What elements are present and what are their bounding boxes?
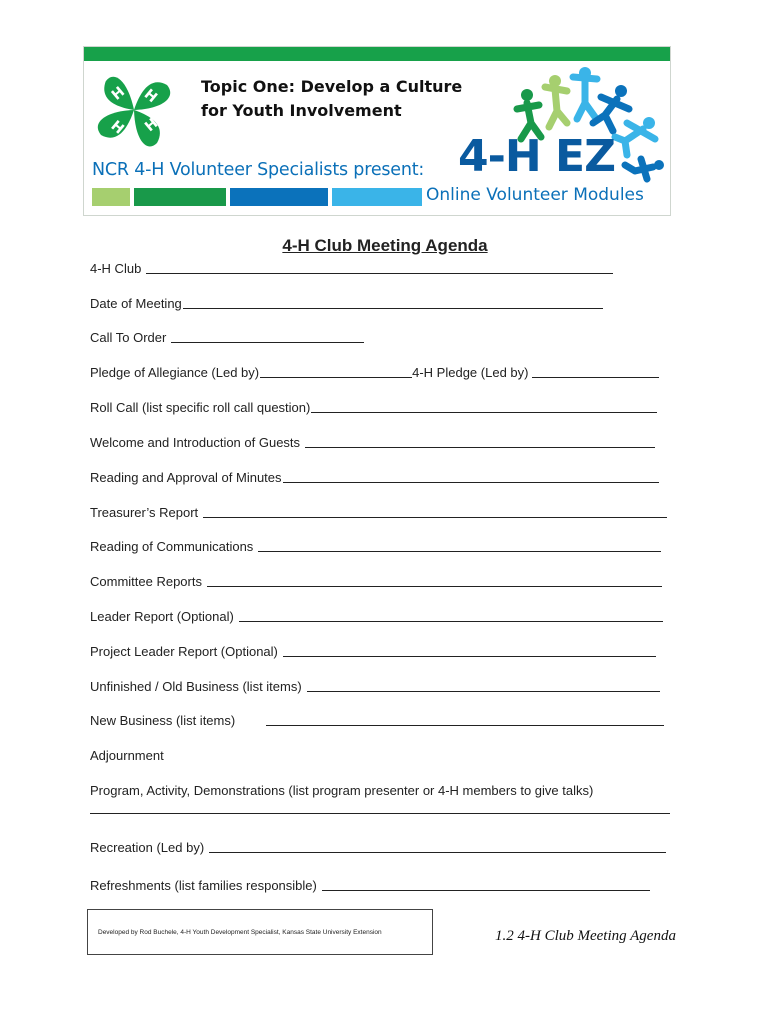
field-committee-line[interactable] <box>207 586 662 587</box>
field-pledge-4h-line[interactable] <box>532 377 659 378</box>
color-bar-strip <box>92 188 428 206</box>
field-program-label: Program, Activity, Demonstrations (list program presenter or 4-H members to give talks) <box>90 783 594 798</box>
field-club-line[interactable] <box>146 273 613 274</box>
color-bar-1 <box>92 188 130 206</box>
field-recreation <box>90 838 666 855</box>
field-treasurer-label: Treasurer’s Report <box>90 505 199 520</box>
field-treasurer-line[interactable] <box>203 517 667 518</box>
field-minutes <box>90 468 659 485</box>
field-date-label: Date of Meeting <box>90 296 182 311</box>
field-project-leader-label: Project Leader Report (Optional) <box>90 644 278 659</box>
field-unfinished <box>90 677 660 694</box>
header-banner <box>83 46 671 216</box>
svg-text:H: H <box>142 115 162 136</box>
field-refreshments-label: Refreshments (list families responsible) <box>90 878 317 893</box>
svg-text:H: H <box>107 117 127 138</box>
form-title: 4-H Club Meeting Agenda <box>282 236 488 255</box>
field-club-label: 4-H Club <box>90 261 142 276</box>
field-new-business-line[interactable] <box>266 725 664 726</box>
color-bar-2 <box>134 188 226 206</box>
field-pledge-allegiance-label: Pledge of Allegiance (Led by) <box>90 365 260 380</box>
field-leader-line[interactable] <box>239 621 663 622</box>
field-committee-label: Committee Reports <box>90 574 202 589</box>
topic-heading <box>201 75 462 123</box>
topic-line-1: Topic One: Develop a Culture <box>201 77 463 96</box>
field-recreation-label: Recreation (Led by) <box>90 840 205 855</box>
field-project-leader <box>90 642 656 659</box>
color-bar-3 <box>230 188 328 206</box>
presenter-line: NCR 4-H Volunteer Specialists present: <box>92 160 425 180</box>
credit-text: Developed by Rod Buchele, 4-H Youth Development Specialist, Kansas State University Extension <box>98 929 382 936</box>
field-unfinished-line[interactable] <box>307 691 660 692</box>
field-minutes-label: Reading and Approval of Minutes <box>90 470 282 485</box>
field-new-business-label: New Business (list items) <box>90 713 236 728</box>
field-communications <box>90 537 661 554</box>
banner-top-bar <box>84 47 670 61</box>
field-call-to-order-line[interactable] <box>171 342 364 343</box>
field-program-line[interactable] <box>90 813 670 814</box>
field-leader-label: Leader Report (Optional) <box>90 609 234 624</box>
page-label: 1.2 4-H Club Meeting Agenda <box>495 928 676 944</box>
field-recreation-line[interactable] <box>209 852 666 853</box>
field-program <box>90 781 593 798</box>
field-committee <box>90 572 662 589</box>
field-refreshments-line[interactable] <box>322 890 650 891</box>
field-call-to-order-label: Call To Order <box>90 330 167 345</box>
field-unfinished-label: Unfinished / Old Business (list items) <box>90 679 302 694</box>
four-h-clover-logo <box>89 65 179 155</box>
ez-subtitle: Online Volunteer Modules <box>426 185 644 205</box>
field-pledge-4h-label: 4-H Pledge (Led by) <box>412 365 529 380</box>
svg-text:H: H <box>140 86 161 107</box>
ez-title: 4-H EZ <box>458 131 615 182</box>
field-leader <box>90 607 663 624</box>
field-roll-call-line[interactable] <box>311 412 657 413</box>
credit-box <box>87 909 433 955</box>
field-project-leader-line[interactable] <box>283 656 656 657</box>
field-program-line-row <box>90 799 670 816</box>
field-adjournment-label: Adjournment <box>90 748 164 763</box>
field-communications-label: Reading of Communications <box>90 539 254 554</box>
field-minutes-line[interactable] <box>283 482 659 483</box>
field-new-business <box>90 711 664 728</box>
field-date <box>90 294 603 311</box>
field-treasurer <box>90 503 667 520</box>
field-adjournment <box>90 746 164 763</box>
field-refreshments <box>90 876 650 893</box>
field-club <box>90 259 613 276</box>
field-call-to-order <box>90 328 364 345</box>
field-pledge-allegiance-line[interactable] <box>260 377 412 378</box>
color-bar-4 <box>332 188 422 206</box>
svg-text:H: H <box>108 83 129 104</box>
field-communications-line[interactable] <box>258 551 661 552</box>
field-roll-call <box>90 398 657 415</box>
field-pledges <box>90 363 659 380</box>
field-roll-call-label: Roll Call (list specific roll call question) <box>90 400 311 415</box>
topic-line-2: for Youth Involvement <box>201 101 402 120</box>
field-welcome-line[interactable] <box>305 447 655 448</box>
field-welcome-label: Welcome and Introduction of Guests <box>90 435 301 450</box>
field-welcome <box>90 433 655 450</box>
field-date-line[interactable] <box>183 308 603 309</box>
